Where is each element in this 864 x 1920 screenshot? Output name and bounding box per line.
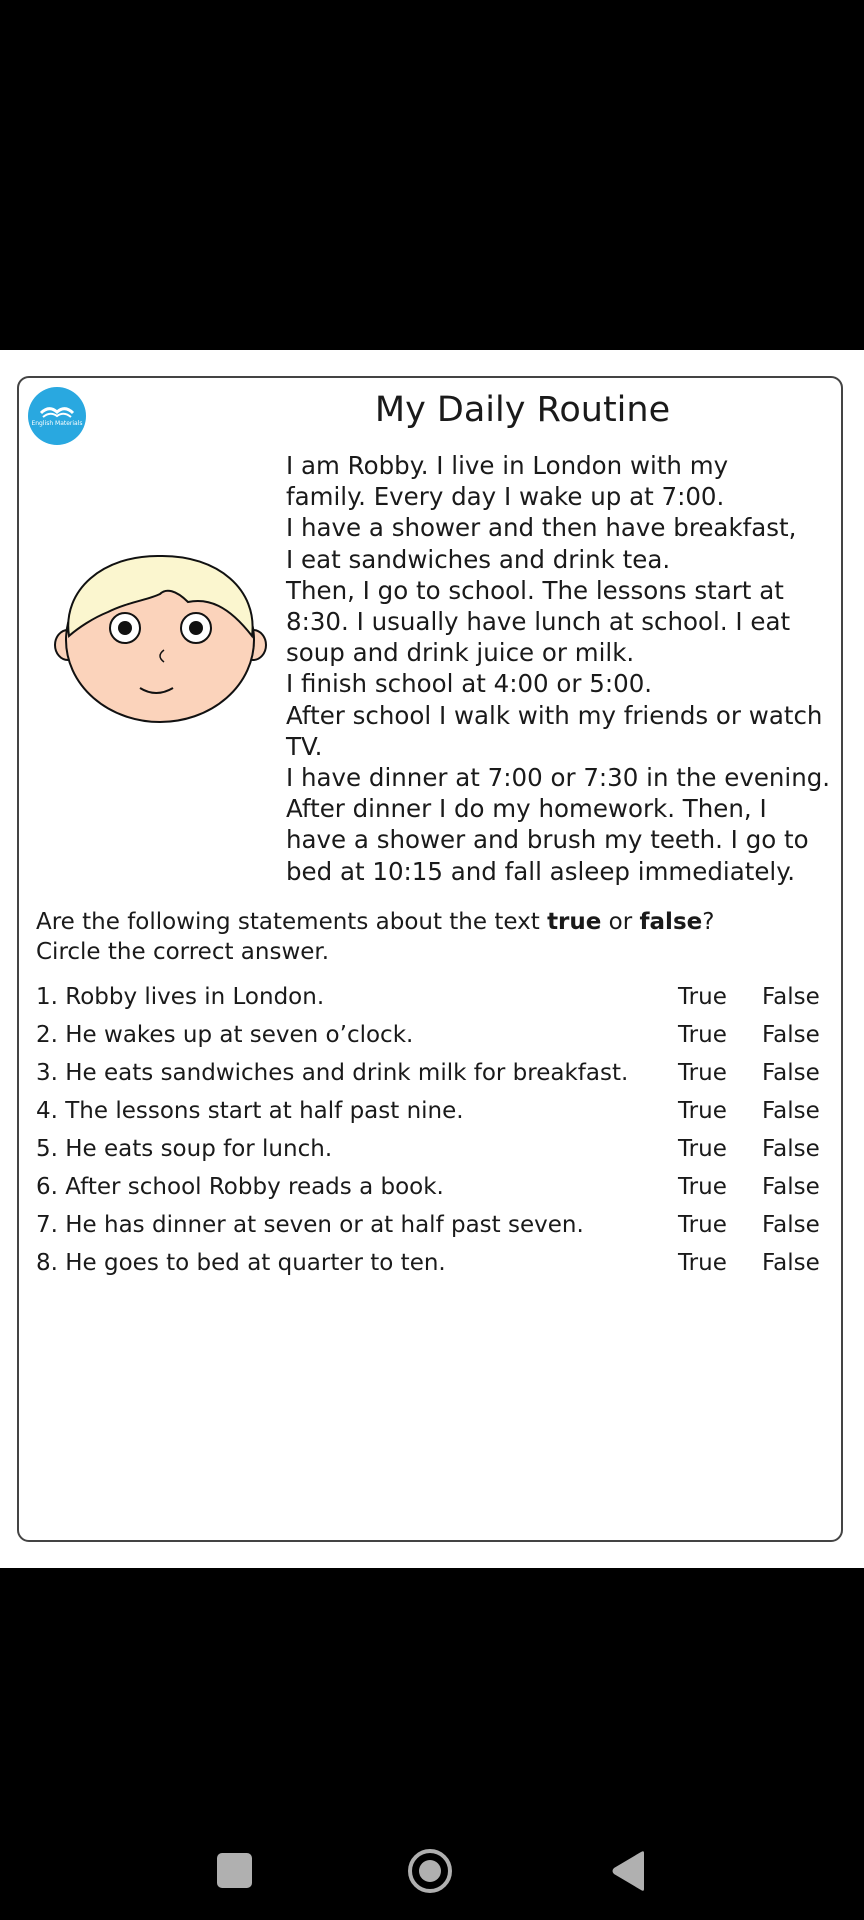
worksheet-page [0, 350, 864, 1568]
statement-row [36, 1244, 826, 1282]
true-option[interactable]: True [678, 1212, 727, 1238]
statement-row [36, 1168, 826, 1206]
statement-text: 8. He goes to bed at quarter to ten. [36, 1250, 446, 1276]
story-text [286, 450, 846, 887]
instructions-prefix: Are the following statements about the text [36, 909, 548, 935]
instructions [36, 907, 826, 967]
logo [28, 387, 86, 445]
true-option[interactable]: True [678, 1098, 727, 1124]
story-line: have a shower and brush my teeth. I go to [286, 825, 809, 855]
logo-text: English Materials [31, 420, 83, 427]
story-line: I finish school at 4:00 or 5:00. [286, 669, 653, 699]
statement-text: 6. After school Robby reads a book. [36, 1174, 444, 1200]
false-option[interactable]: False [762, 984, 820, 1010]
statement-text: 3. He eats sandwiches and drink milk for breakfast. [36, 1060, 629, 1086]
instructions-suffix: ? [702, 909, 715, 935]
story-line: family. Every day I wake up at 7:00. [286, 482, 725, 512]
story-line: TV. [286, 731, 323, 761]
instructions-line-2: Circle the correct answer. [36, 939, 330, 965]
statement-text: 2. He wakes up at seven o’clock. [36, 1022, 414, 1048]
instructions-true-word: true [547, 909, 602, 935]
statement-row [36, 1016, 826, 1054]
true-option[interactable]: True [678, 1174, 727, 1200]
back-icon[interactable] [610, 1850, 646, 1892]
story-line: I am Robby. I live in London with my [286, 451, 729, 480]
story-line: soup and drink juice or milk. [286, 638, 635, 668]
statement-text: 1. Robby lives in London. [36, 984, 325, 1010]
story-line: I eat sandwiches and drink tea. [286, 544, 671, 574]
story-line: I have dinner at 7:00 or 7:30 in the evening. [286, 763, 831, 793]
false-option[interactable]: False [762, 1174, 820, 1200]
false-option[interactable]: False [762, 1212, 820, 1238]
statement-row [36, 1206, 826, 1244]
instructions-or: or [601, 909, 640, 935]
story-line: I have a shower and then have breakfast, [286, 513, 797, 543]
statement-row [36, 1092, 826, 1130]
instructions-line-1 [36, 907, 826, 937]
story-line: After dinner I do my homework. Then, I [286, 794, 767, 824]
statement-list [36, 978, 826, 1282]
statement-text: 7. He has dinner at seven or at half past seven. [36, 1212, 584, 1238]
false-option[interactable]: False [762, 1060, 820, 1086]
true-option[interactable]: True [678, 984, 727, 1010]
statement-text: 4. The lessons start at half past nine. [36, 1098, 464, 1124]
instructions-false-word: false [639, 909, 703, 935]
story-line: After school I walk with my friends or watch [286, 700, 823, 730]
false-option[interactable]: False [762, 1250, 820, 1276]
story-line: bed at 10:15 and fall asleep immediately. [286, 856, 796, 886]
true-option[interactable]: True [678, 1060, 727, 1086]
story-line: Then, I go to school. The lessons start at [286, 575, 784, 605]
boy-face-illustration [48, 550, 273, 725]
true-option[interactable]: True [678, 1022, 727, 1048]
false-option[interactable]: False [762, 1022, 820, 1048]
statement-row [36, 1054, 826, 1092]
open-book-icon [28, 387, 86, 445]
false-option[interactable]: False [762, 1136, 820, 1162]
true-option[interactable]: True [678, 1136, 727, 1162]
statement-row [36, 1130, 826, 1168]
recent-apps-icon[interactable] [217, 1853, 252, 1888]
story-line: 8:30. I usually have lunch at school. I eat [286, 607, 791, 637]
true-option[interactable]: True [678, 1250, 727, 1276]
statement-row [36, 978, 826, 1016]
home-icon[interactable] [407, 1848, 453, 1894]
false-option[interactable]: False [762, 1098, 820, 1124]
page-title: My Daily Routine [374, 390, 671, 430]
statement-text: 5. He eats soup for lunch. [36, 1136, 333, 1162]
navigation-bar [0, 1820, 864, 1920]
